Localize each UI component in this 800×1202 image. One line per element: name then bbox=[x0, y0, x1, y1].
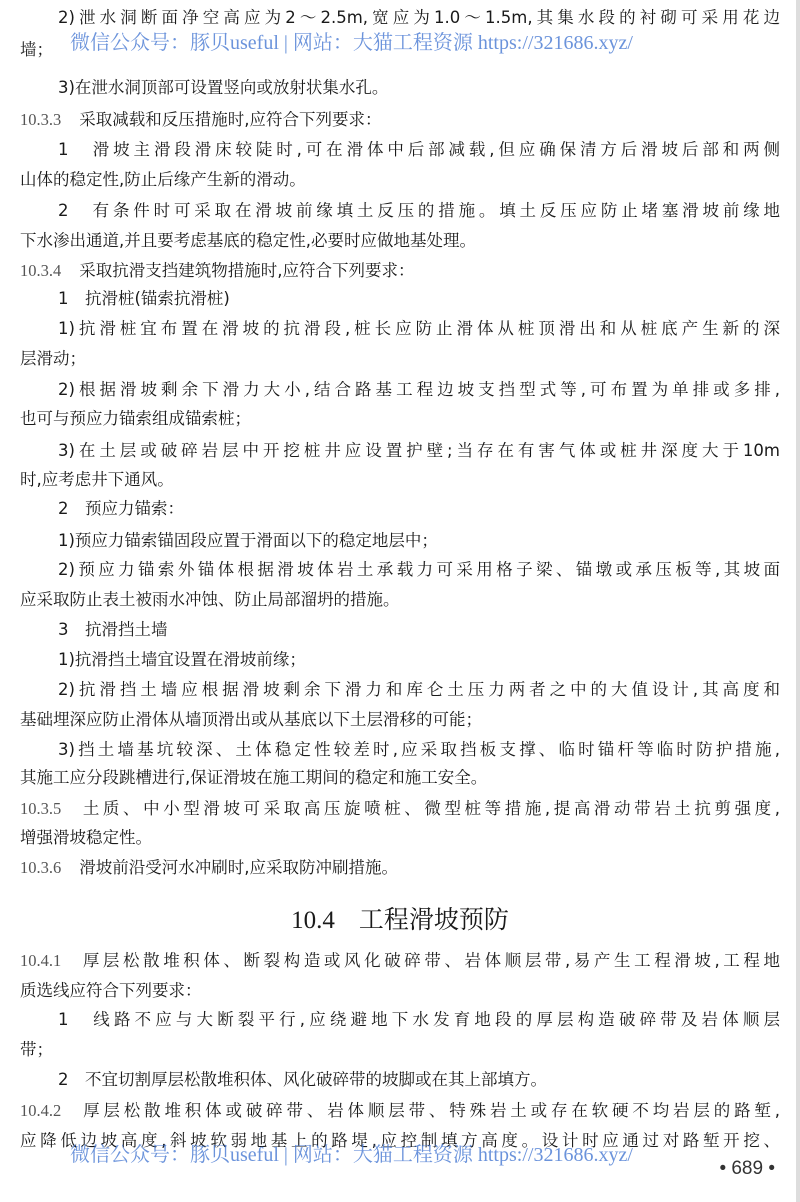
page-number: • 689 • bbox=[719, 1158, 775, 1179]
text-line: 采取抗滑支挡建筑物措施时,应符合下列要求： bbox=[79, 261, 415, 280]
text-line: 时,应考虑井下通风。 bbox=[20, 470, 174, 489]
text-line: 滑坡前沿受河水冲刷时,应采取防冲刷措施。 bbox=[79, 858, 398, 877]
section-number: 10.4 bbox=[291, 907, 335, 934]
text-line: 3)挡土墙基坑较深、土体稳定性较差时,应采取挡板支撑、临时锚杆等临时防护措施, bbox=[58, 740, 780, 759]
text-line: 3)在泄水洞顶部可设置竖向或放射状集水孔。 bbox=[58, 78, 389, 97]
text-line: 采取减载和反压措施时,应符合下列要求： bbox=[79, 110, 382, 129]
text-line: 2)预应力锚索外锚体根据滑坡体岩土承载力可采用格子梁、锚墩或承压板等,其坡面 bbox=[58, 560, 780, 579]
clause-10-3-3 bbox=[20, 105, 780, 135]
clause-number: 10.3.5 bbox=[20, 799, 62, 818]
text-line: 3 抗滑挡土墙 bbox=[58, 620, 168, 639]
clause-number: 10.4.2 bbox=[20, 1101, 62, 1120]
clause-10-4-1 bbox=[20, 946, 780, 976]
text-line: 其施工应分段跳槽进行,保证滑坡在施工期间的稳定和施工安全。 bbox=[20, 768, 488, 787]
text-line: 基础埋深应防止滑体从墙顶滑出或从基底以下土层滑移的可能； bbox=[20, 710, 482, 729]
clause-10-3-6 bbox=[20, 853, 780, 883]
clause-10-3-4 bbox=[20, 256, 780, 286]
text-line: 2 不宜切割厚层松散堆积体、风化破碎带的坡脚或在其上部填方。 bbox=[58, 1070, 547, 1089]
text-line: 2 预应力锚索： bbox=[58, 499, 184, 518]
text-line: 墙； bbox=[20, 40, 53, 59]
text-line: 2 有条件时可采取在滑坡前缘填土反压的措施。填土反压应防止堵塞滑坡前缘地 bbox=[58, 201, 780, 220]
text-line: 1 滑坡主滑段滑床较陡时,可在滑体中后部减载,但应确保清方后滑坡后部和两侧 bbox=[58, 140, 780, 159]
text-line: 2)抗滑挡土墙应根据滑坡剩余下滑力和库仑土压力两者之中的大值设计,其高度和 bbox=[58, 680, 780, 699]
text-line: 土质、中小型滑坡可采取高压旋喷桩、微型桩等措施,提高滑动带岩土抗剪强度, bbox=[79, 799, 780, 818]
text-line: 带； bbox=[20, 1040, 53, 1059]
text-line: 厚层松散堆积体或破碎带、岩体顺层带、特殊岩土或存在软硬不均岩层的路堑, bbox=[79, 1101, 780, 1120]
text-line: 1 抗滑桩(锚索抗滑桩) bbox=[58, 289, 230, 308]
text-line: 厚层松散堆积体、断裂构造或风化破碎带、岩体顺层带,易产生工程滑坡,工程地 bbox=[79, 951, 780, 970]
watermark-top: 微信公众号：豚贝useful | 网站：大猫工程资源 https://321686.xyz/ bbox=[70, 32, 633, 54]
text-line: 2)根据滑坡剩余下滑力大小,结合路基工程边坡支挡型式等,可布置为单排或多排, bbox=[58, 380, 780, 399]
section-title: 工程滑坡预防 bbox=[358, 905, 509, 934]
clause-number: 10.3.4 bbox=[20, 261, 62, 280]
text-line: 1)预应力锚索锚固段应置于滑面以下的稳定地层中； bbox=[58, 531, 438, 550]
text-line: 1 线路不应与大断裂平行,应绕避地下水发育地段的厚层构造破碎带及岩体顺层 bbox=[58, 1010, 780, 1029]
text-line: 应采取防止表土被雨水冲蚀、防止局部溜坍的措施。 bbox=[20, 590, 400, 609]
clause-10-3-5 bbox=[20, 794, 780, 824]
text-line: 应降低边坡高度,斜坡软弱地基上的路堤,应控制填方高度。设计时应通过对路堑开挖、 bbox=[20, 1131, 780, 1150]
text-line: 山体的稳定性,防止后缘产生新的滑动。 bbox=[20, 170, 306, 189]
text-line: 质选线应符合下列要求： bbox=[20, 981, 202, 1000]
text-line: 1)抗滑桩宜布置在滑坡的抗滑段,桩长应防止滑体从桩顶滑出和从桩底产生新的深 bbox=[58, 319, 780, 338]
text-line: 2)泄水洞断面净空高应为2～2.5m,宽应为1.0～1.5m,其集水段的衬砌可采用花边 bbox=[58, 8, 780, 27]
text-line: 增强滑坡稳定性。 bbox=[20, 828, 152, 847]
text-line: 3)在土层或破碎岩层中开挖桩井应设置护壁;当存在有害气体或桩井深度大于10m bbox=[58, 441, 780, 460]
clause-number: 10.3.6 bbox=[20, 858, 62, 877]
text-line: 也可与预应力锚索组成锚索桩； bbox=[20, 409, 251, 428]
clause-number: 10.4.1 bbox=[20, 951, 62, 970]
text-line: 下水渗出通道,并且要考虑基底的稳定性,必要时应做地基处理。 bbox=[20, 231, 476, 250]
text-line: 层滑动； bbox=[20, 349, 86, 368]
clause-10-4-2 bbox=[20, 1096, 780, 1126]
text-line: 1)抗滑挡土墙宜设置在滑坡前缘； bbox=[58, 650, 306, 669]
scrollbar[interactable] bbox=[796, 0, 800, 1202]
section-heading bbox=[0, 902, 800, 939]
watermark-bottom: 微信公众号：豚贝useful | 网站：大猫工程资源 https://321686.xyz/ bbox=[70, 1144, 633, 1166]
clause-number: 10.3.3 bbox=[20, 110, 62, 129]
